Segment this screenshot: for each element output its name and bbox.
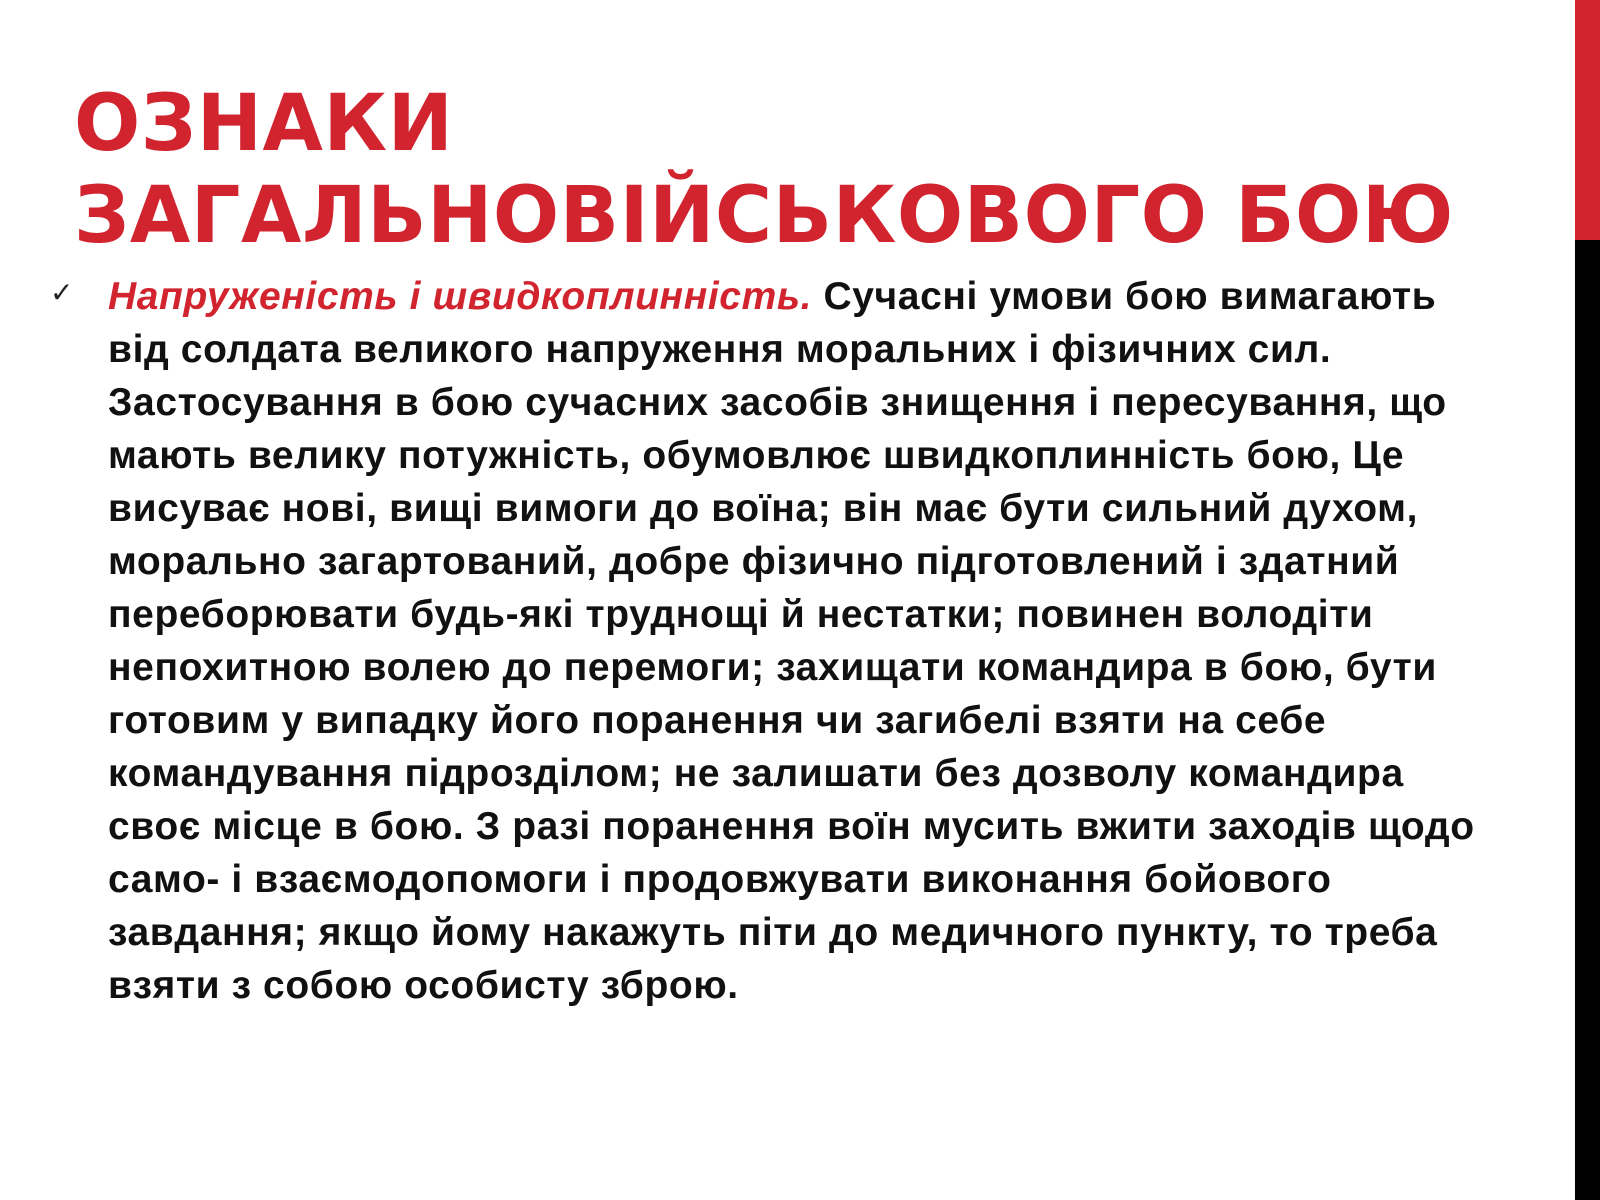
- bullet-lead-text: Напруженість і швидкоплинність.: [108, 275, 813, 318]
- right-accent-bar-black: [1575, 240, 1600, 1200]
- bullet-text: [108, 270, 1493, 1012]
- slide-title: [74, 78, 1554, 262]
- title-line-2: ЗАГАЛЬНОВІЙСЬКОВОГО БОЮ: [74, 171, 1454, 261]
- title-line-1: ОЗНАКИ: [74, 79, 454, 169]
- right-accent-bar-red: [1575, 0, 1600, 240]
- bullet-body-text: Сучасні умови бою вимагають від солдата великого напруження моральних і фізичних сил. Застосування в бою сучасних засобів знищення і пересування, що мають велику потужність, обумовлює швидкоплинність бою, Це висуває нові, вищі вимоги до воїна; він має бути сильний духом, морально загартований, добре фізично підготовлений і здатний переборювати будь-які труднощі й нестатки; повинен володіти непохитною волею до перемоги; захищати командира в бою, бути готовим у випадку його поранення чи загибелі взяти на себе командування підрозділом; не залишати без дозволу командира своє місце в бою. З разі поранення воїн мусить вжити заходів щодо само- і взаємодопомоги і продовжувати виконання бойового завдання; якщо йому накажуть піти до медичного пункту, то треба взяти з собою особисту зброю.: [108, 275, 1475, 1007]
- checkmark-icon: ✓: [50, 276, 74, 309]
- bullet-item: [50, 270, 1500, 1012]
